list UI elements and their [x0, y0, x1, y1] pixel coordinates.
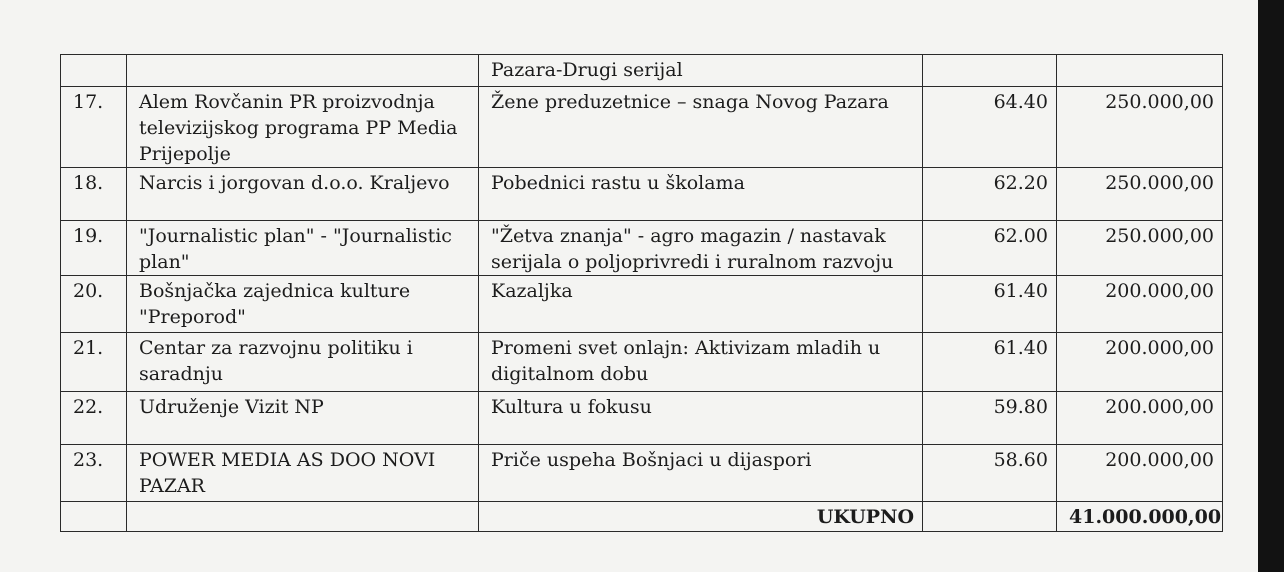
- amount-value: 200.000,00: [1057, 445, 1223, 502]
- project-cell: Pazara-Drugi serijal: [479, 55, 923, 87]
- score-value: 64.40: [923, 87, 1057, 168]
- row-number: 21.: [61, 333, 127, 392]
- table-row: [61, 168, 1223, 221]
- results-table: [60, 54, 1223, 532]
- applicant-cell: [127, 55, 479, 87]
- amount-value: 200.000,00: [1057, 276, 1223, 333]
- project-title: Promeni svet onlajn: Aktivizam mladih u digitalnom dobu: [479, 333, 923, 392]
- num-cell: [61, 502, 127, 532]
- project-title: Pobednici rastu u školama: [479, 168, 923, 221]
- scan-border: [1258, 0, 1284, 572]
- table-row-continuation: [61, 55, 1223, 87]
- table-row: [61, 221, 1223, 276]
- amount-value: 200.000,00: [1057, 392, 1223, 445]
- table-row: [61, 87, 1223, 168]
- total-label: UKUPNO: [479, 502, 923, 532]
- project-title: Kazaljka: [479, 276, 923, 333]
- amount-value: 250.000,00: [1057, 221, 1223, 276]
- amount-value: 200.000,00: [1057, 333, 1223, 392]
- amount-value: 250.000,00: [1057, 87, 1223, 168]
- applicant-name: Bošnjačka zajednica kulture "Preporod": [127, 276, 479, 333]
- score-value: 61.40: [923, 333, 1057, 392]
- amount-value: 250.000,00: [1057, 168, 1223, 221]
- total-row: [61, 502, 1223, 532]
- applicant-name: Udruženje Vizit NP: [127, 392, 479, 445]
- applicant-name: Narcis i jorgovan d.o.o. Kraljevo: [127, 168, 479, 221]
- score-value: 59.80: [923, 392, 1057, 445]
- amount-cell: [1057, 55, 1223, 87]
- table-row: [61, 392, 1223, 445]
- num-cell: [61, 55, 127, 87]
- score-cell: [923, 502, 1057, 532]
- applicant-name: "Journalistic plan" - "Journalistic plan": [127, 221, 479, 276]
- row-number: 19.: [61, 221, 127, 276]
- row-number: 20.: [61, 276, 127, 333]
- score-value: 62.00: [923, 221, 1057, 276]
- applicant-name: POWER MEDIA AS DOO NOVI PAZAR: [127, 445, 479, 502]
- row-number: 23.: [61, 445, 127, 502]
- total-value: 41.000.000,00: [1057, 502, 1223, 532]
- score-cell: [923, 55, 1057, 87]
- row-number: 17.: [61, 87, 127, 168]
- row-number: 18.: [61, 168, 127, 221]
- applicant-name: Centar za razvojnu politiku i saradnju: [127, 333, 479, 392]
- score-value: 58.60: [923, 445, 1057, 502]
- applicant-name: Alem Rovčanin PR proizvodnja televizijskog programa PP Media Prijepolje: [127, 87, 479, 168]
- table-row: [61, 333, 1223, 392]
- row-number: 22.: [61, 392, 127, 445]
- project-title: "Žetva znanja" - agro magazin / nastavak serijala o poljoprivredi i ruralnom razvoju: [479, 221, 923, 276]
- score-value: 61.40: [923, 276, 1057, 333]
- table-row: [61, 276, 1223, 333]
- applicant-cell: [127, 502, 479, 532]
- score-value: 62.20: [923, 168, 1057, 221]
- project-title: Žene preduzetnice – snaga Novog Pazara: [479, 87, 923, 168]
- project-title: Kultura u fokusu: [479, 392, 923, 445]
- table-row: [61, 445, 1223, 502]
- project-title: Priče uspeha Bošnjaci u dijaspori: [479, 445, 923, 502]
